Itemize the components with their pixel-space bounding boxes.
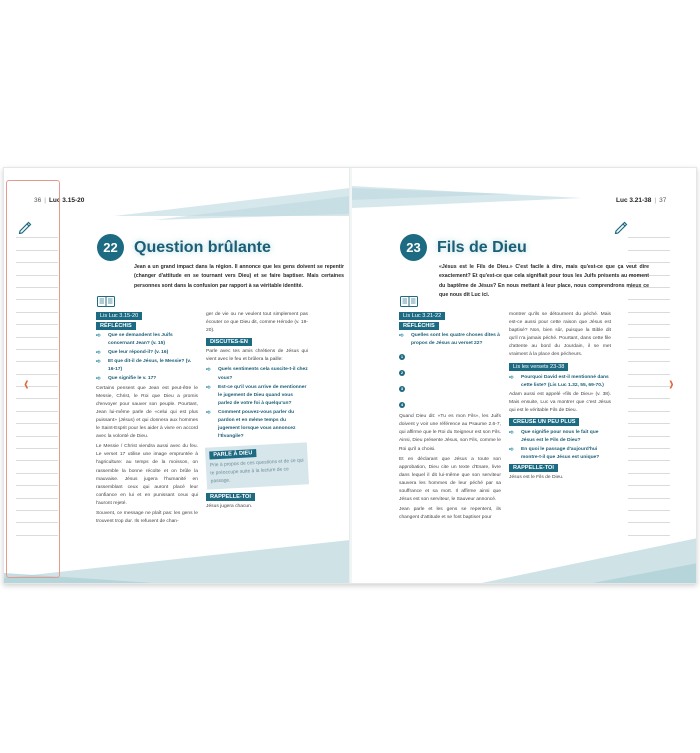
- left-question: ➪ Que signifie le v. 17?: [96, 376, 157, 383]
- left-question: ➪ Quels sentiments cela suscite-t-il chez vous?: [206, 367, 308, 381]
- right-remember-text: Jésus est le Fils de Dieu.: [509, 475, 564, 481]
- right-remember-tag: RAPPELLE-TOI: [509, 464, 558, 472]
- right-paragraph: Et en déclarant que Jésus a toute son approbation, Dieu cite un texte d'Esaïe, livre dans lequel il dit lui-même que son serviteur sauvera les hommes de leur péché par sa souffrance et sa mort. Il affirme ainsi que Jésus est son serviteur, le Sauveur annoncé.: [399, 456, 501, 503]
- left-chapter-number: 22: [97, 234, 124, 261]
- next-page-arrow-icon[interactable]: ›: [669, 373, 674, 395]
- right-paragraph: Quand Dieu dit: «Tu es mon Fils», les Juifs doivent y voir une référence au Psaume 2.6-7, qui affirme que le Roi du Seigneur est son Fils. Ainsi, Dieu présente Jésus, son Fils, comme le Roi qu'il a choisi.: [399, 414, 501, 452]
- right-read-tag: Lis Luc 3.21-22: [399, 312, 445, 320]
- left-question: ➪ Est-ce qu'il vous arrive de mentionner le jugement de Dieu quand vous parlez de votre foi à quelqu'un?: [206, 384, 307, 406]
- arrow-pointer-icon: ➪: [96, 333, 102, 339]
- right-column-2: [509, 311, 611, 485]
- left-column-2: [206, 311, 308, 513]
- right-chapter-number: 23: [400, 234, 427, 261]
- right-question: ➪ En quoi le passage d'aujourd'hui montre-t-il que Jésus est unique?: [509, 447, 600, 461]
- right-running-head: Luc 3.21-38 | 37: [616, 197, 667, 204]
- answer-line: [399, 349, 501, 365]
- right-paragraph: Adam aussi est appelé «fils de Dieu» (v. 38). Mais ensuite, Luc va montrer que c'est Jésus qui est le véritable Fils de Dieu.: [509, 391, 611, 413]
- open-book-icon: [400, 296, 418, 307]
- right-chapter-header: [400, 234, 527, 261]
- arrow-pointer-icon: ➪: [206, 409, 212, 416]
- left-chapter-title: Question brûlante: [134, 238, 271, 256]
- arrow-pointer-icon: ➪: [399, 333, 405, 339]
- pray-tag: PARLE À DIEU: [209, 449, 256, 459]
- arrow-pointer-icon: ➪: [206, 367, 212, 374]
- pray-text: Prie à propos de ces questions et de ce qui te préoccupe suite à la lecture de ce passage.: [209, 458, 304, 485]
- left-question: ➪ Et que dit-il de Jésus, le Messie? (v. 16-17): [96, 359, 192, 373]
- answer-number: 4: [400, 402, 404, 408]
- notes-highlight-box: [6, 180, 60, 578]
- pencil-icon: [614, 220, 628, 234]
- arrow-pointer-icon: ➪: [96, 350, 102, 357]
- left-question: ➪ Que se demandent les Juifs concernant Jean? (v. 15): [96, 333, 173, 347]
- arrow-pointer-icon: ➪: [96, 359, 102, 366]
- right-running-head-ref: Luc 3.21-38: [616, 197, 652, 204]
- left-column-1: [96, 311, 198, 528]
- left-remember-tag: RAPPELLE-TOI: [206, 493, 255, 501]
- right-page-number: 37: [659, 197, 667, 204]
- left-paragraph: Le Messie / Christ viendra aussi avec du feu. Le verset 17 utilise une image empruntée à l'agriculture: au temps de la moisson, on rassemble la bonne récolte et on brûle la mauvaise. Jésus jugera l'humanité en rassemblant ceux qui auront placé leur confiance en lui et en punissant ceux qui l'auront rejeté.: [96, 444, 198, 506]
- answer-line: [399, 397, 501, 413]
- arrow-pointer-icon: ➪: [509, 374, 515, 381]
- arrow-pointer-icon: ➪: [96, 376, 102, 383]
- right-question: ➪ Quelles sont les quatre choses dites à propos de Jésus au verset 22?: [399, 333, 500, 347]
- answer-number: 1: [400, 354, 404, 360]
- left-question: ➪ Comment pouvez-vous parler du pardon et en même temps du jugement lorsque vous annoncez l'Évangile?: [206, 409, 296, 440]
- right-intro: «Jésus est le Fils de Dieu.» C'est facile à dire, mais qu'est-ce que ça veut dire exactement? Et qu'est-ce que cela signifiait pour tous les Juifs présents au moment du baptême de Jésus? En nous mettant à leur place, nous comprendrons mieux ce que nous dit Luc ici.: [439, 264, 649, 299]
- right-question: ➪ Que signifie pour nous le fait que Jésus est le Fils de Dieu?: [509, 430, 599, 444]
- left-discuss-tag: DISCUTES-EN: [206, 338, 252, 346]
- open-book-spread: [3, 167, 697, 584]
- left-paragraph: Parle avec tes amis chrétiens de Jésus qui vient avec le feu et brûlera la paille:: [206, 349, 308, 363]
- previous-page-arrow-icon[interactable]: ‹: [24, 373, 29, 395]
- left-page-number: 36: [34, 197, 42, 204]
- answer-number: 3: [400, 386, 404, 392]
- left-remember-text: Jésus jugera chacun.: [206, 503, 253, 509]
- pray-box: [205, 443, 309, 491]
- right-reflect-tag: RÉFLÉCHIS: [399, 322, 439, 330]
- answer-line: [399, 365, 501, 381]
- right-column-1: [399, 311, 501, 524]
- arrow-pointer-icon: ➪: [206, 384, 212, 391]
- right-paragraph: Jean parle et les gens se repentent, ils changent d'attitude et se font baptiser pour: [399, 507, 501, 521]
- right-read-tag-2: Lis les versets 23-38: [509, 363, 568, 371]
- right-chapter-title: Fils de Dieu: [437, 238, 527, 256]
- left-reflect-tag: RÉFLÉCHIS: [96, 322, 136, 330]
- left-paragraph: ger de vie ou ne veulent tout simplement pas écouter ce que Dieu dit, comme Hérode (v. 19-20).: [206, 312, 308, 334]
- left-chapter-header: [97, 234, 271, 261]
- left-running-head: 36 | Luc 3.15-20: [34, 197, 85, 204]
- arrow-pointer-icon: ➪: [509, 430, 515, 437]
- left-intro: Jean a un grand impact dans la région. Il annonce que les gens doivent se repentir (changer d'attitude en se tournant vers Dieu) et se faire baptiser. Mais certaines personnes sont dans la confusion par rapport à sa véritable identité.: [134, 264, 344, 289]
- right-question: ➪ Pourquoi David est-il mentionné dans cette liste? (Lis Luc 1.32, 55, 69-70.): [509, 374, 609, 388]
- answer-line: [399, 381, 501, 397]
- left-question: ➪ Que leur répond-il? (v. 16): [96, 350, 169, 357]
- right-page: [352, 168, 697, 583]
- answer-number: 2: [400, 370, 404, 376]
- left-paragraph: Certains pensent que Jean est peut-être le Messie, Christ, le Roi que Dieu a promis d'envoyer pour sauver son peuple. Pourtant, Jean lui-même parle de «celui qui est plus puissant» (Jésus) et qui donnera aux hommes le Saint-Esprit pour les aider à vivre en accord avec la volonté de Dieu.: [96, 385, 198, 440]
- left-paragraph: Souvent, ce message ne plaît pas: les gens le trouvent trop dur. Ils refusent de chan-: [96, 510, 198, 525]
- open-book-icon: [97, 296, 115, 307]
- left-read-tag: Lis Luc 3.15-20: [96, 312, 142, 320]
- arrow-pointer-icon: ➪: [509, 447, 515, 454]
- dig-deeper-tag: CREUSE UN PEU PLUS: [509, 418, 579, 426]
- left-running-head-ref: Luc 3.15-20: [48, 197, 85, 204]
- right-paragraph: montrer qu'ils se détournent du péché. Mais est-ce aussi pour cette raison que Jésus est baptisé? Non, bien sûr, puisque la Bible dit qu'il n'a jamais péché. Pourtant, dans cette file d'attente au bord du Jourdain, il se met vraiment à la place des pécheurs.: [509, 312, 611, 358]
